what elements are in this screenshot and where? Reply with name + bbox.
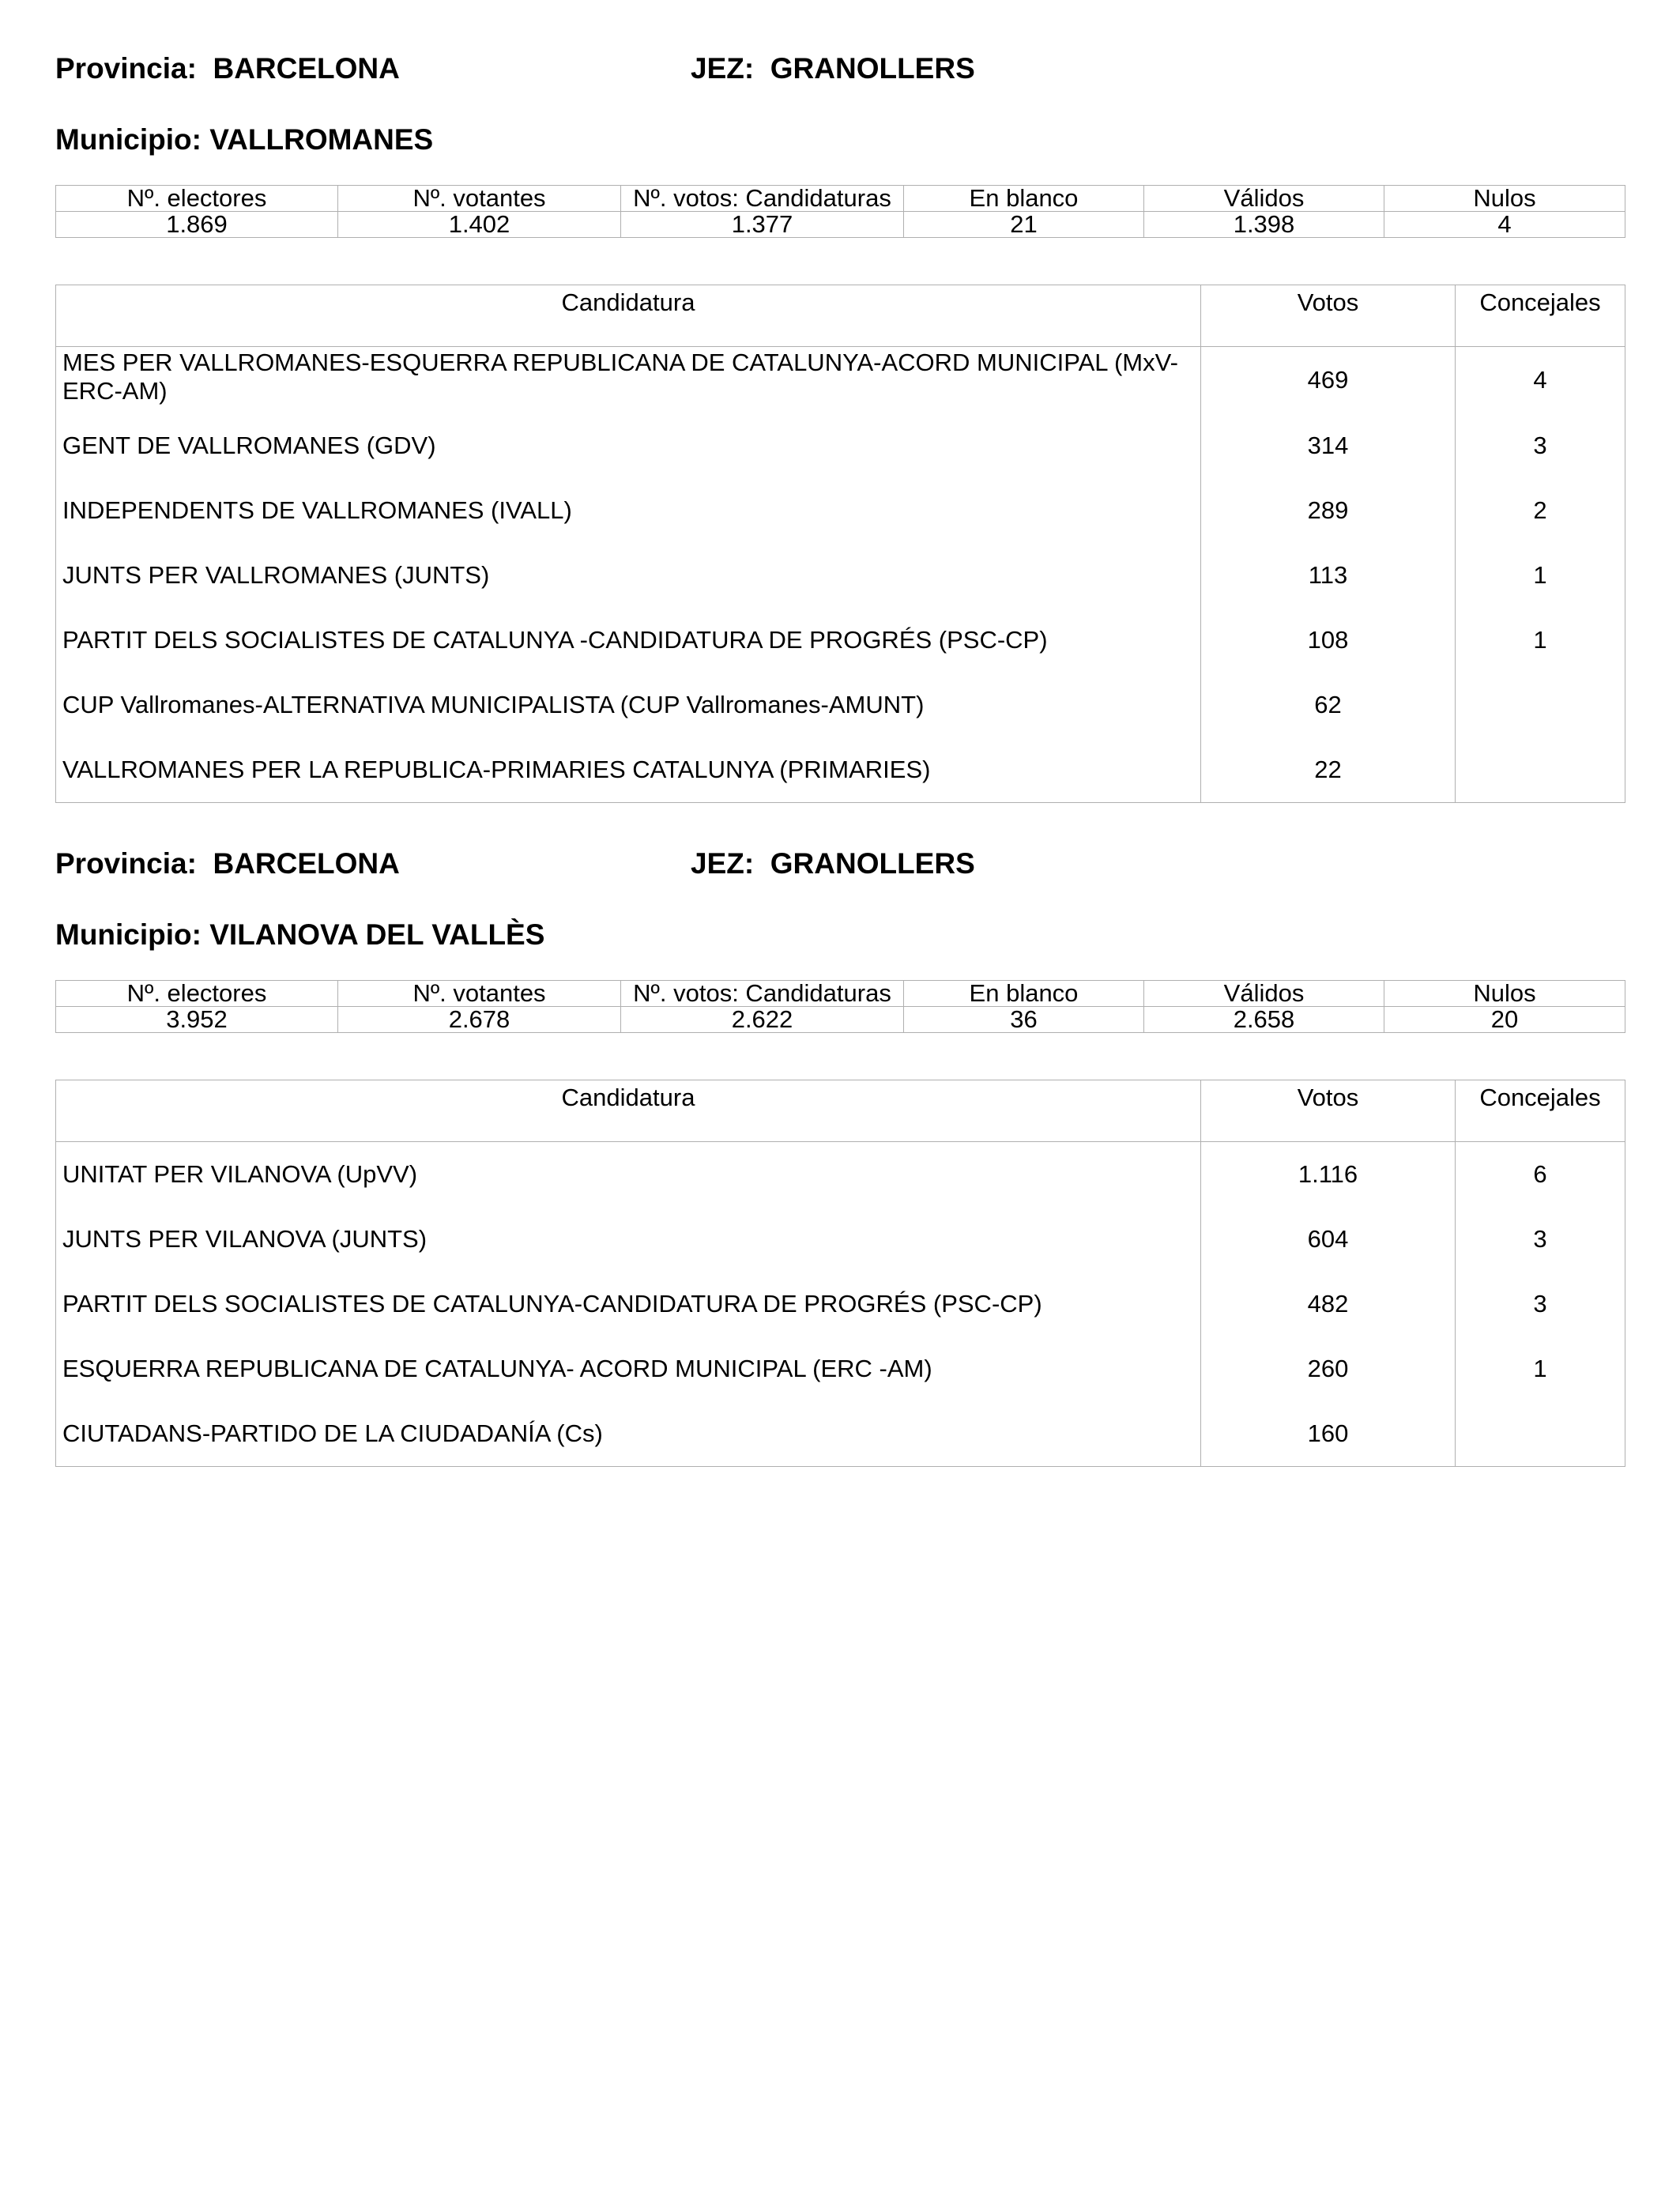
- summary-value-cell: 2.658: [1144, 1007, 1384, 1033]
- summary-header-cell: Nº. votantes: [338, 981, 621, 1007]
- concejales-header: Concejales: [1456, 1080, 1625, 1142]
- concejales-cell: 2: [1456, 478, 1625, 543]
- concejales-cell: 4: [1456, 347, 1625, 414]
- summary-header-cell: Nº. electores: [56, 186, 338, 212]
- summary-header-cell: Nulos: [1384, 186, 1625, 212]
- concejales-header: Concejales: [1456, 285, 1625, 347]
- jez-label: JEZ:: [691, 52, 755, 85]
- votos-cell: 289: [1201, 478, 1456, 543]
- summary-value-cell: 2.622: [621, 1007, 904, 1033]
- concejales-cell: [1456, 673, 1625, 737]
- municipio-heading: [55, 125, 433, 154]
- summary-header-cell: Nº. votos: Candidaturas: [621, 981, 904, 1007]
- candidatura-cell: VALLROMANES PER LA REPUBLICA-PRIMARIES CATALUNYA (PRIMARIES): [56, 737, 1201, 803]
- votos-cell: 604: [1201, 1207, 1456, 1272]
- table-row: [56, 737, 1625, 803]
- candidatura-cell: CUP Vallromanes-ALTERNATIVA MUNICIPALISTA (CUP Vallromanes-AMUNT): [56, 673, 1201, 737]
- concejales-cell: [1456, 737, 1625, 803]
- votos-header: Votos: [1201, 285, 1456, 347]
- summary-value-cell: 1.402: [338, 212, 621, 238]
- concejales-cell: 3: [1456, 1207, 1625, 1272]
- votos-header: Votos: [1201, 1080, 1456, 1142]
- candidatura-cell: INDEPENDENTS DE VALLROMANES (IVALL): [56, 478, 1201, 543]
- summary-header-cell: Nº. electores: [56, 981, 338, 1007]
- results-header-row: [56, 285, 1625, 347]
- summary-table: [55, 980, 1625, 1033]
- municipio-value: VALLROMANES: [209, 123, 434, 156]
- municipio-value: VILANOVA DEL VALLÈS: [209, 918, 545, 951]
- votos-cell: 1.116: [1201, 1142, 1456, 1208]
- summary-value-cell: 3.952: [56, 1007, 338, 1033]
- summary-value-cell: 1.398: [1144, 212, 1384, 238]
- summary-header-cell: Válidos: [1144, 186, 1384, 212]
- votos-cell: 62: [1201, 673, 1456, 737]
- jez-label: JEZ:: [691, 847, 755, 880]
- municipio-label: Municipio:: [55, 123, 202, 156]
- votos-cell: 108: [1201, 608, 1456, 673]
- candidatura-cell: GENT DE VALLROMANES (GDV): [56, 413, 1201, 478]
- candidatura-cell: JUNTS PER VILANOVA (JUNTS): [56, 1207, 1201, 1272]
- summary-value-cell: 36: [904, 1007, 1144, 1033]
- summary-value-cell: 2.678: [338, 1007, 621, 1033]
- summary-header-row: [56, 981, 1625, 1007]
- table-row: [56, 347, 1625, 414]
- summary-header-cell: Válidos: [1144, 981, 1384, 1007]
- summary-header-cell: Nº. votantes: [338, 186, 621, 212]
- table-row: [56, 478, 1625, 543]
- concejales-cell: [1456, 1401, 1625, 1467]
- jez-value: GRANOLLERS: [770, 847, 975, 880]
- summary-header-cell: En blanco: [904, 981, 1144, 1007]
- concejales-cell: 6: [1456, 1142, 1625, 1208]
- votos-cell: 113: [1201, 543, 1456, 608]
- summary-table: [55, 185, 1625, 238]
- votos-cell: 260: [1201, 1336, 1456, 1401]
- results-header-row: [56, 1080, 1625, 1142]
- municipio-label: Municipio:: [55, 918, 202, 951]
- table-row: [56, 608, 1625, 673]
- candidatura-cell: MES PER VALLROMANES-ESQUERRA REPUBLICANA DE CATALUNYA-ACORD MUNICIPAL (MxV-ERC-AM): [56, 347, 1201, 414]
- candidatura-cell: UNITAT PER VILANOVA (UpVV): [56, 1142, 1201, 1208]
- provincia-value: BARCELONA: [213, 52, 400, 85]
- summary-value-cell: 1.869: [56, 212, 338, 238]
- summary-header-cell: Nº. votos: Candidaturas: [621, 186, 904, 212]
- candidatura-header: Candidatura: [56, 285, 1201, 347]
- summary-value-cell: 21: [904, 212, 1144, 238]
- provincia-value: BARCELONA: [213, 847, 400, 880]
- jez-heading: [691, 54, 975, 83]
- concejales-cell: 1: [1456, 543, 1625, 608]
- summary-value-cell: 4: [1384, 212, 1625, 238]
- summary-value-cell: 20: [1384, 1007, 1625, 1033]
- candidatura-header: Candidatura: [56, 1080, 1201, 1142]
- table-row: [56, 1142, 1625, 1208]
- table-row: [56, 543, 1625, 608]
- results-table: [55, 285, 1625, 803]
- votos-cell: 160: [1201, 1401, 1456, 1467]
- votos-cell: 482: [1201, 1272, 1456, 1336]
- table-row: [56, 1336, 1625, 1401]
- votos-cell: 314: [1201, 413, 1456, 478]
- candidatura-cell: CIUTADANS-PARTIDO DE LA CIUDADANÍA (Cs): [56, 1401, 1201, 1467]
- table-row: [56, 1207, 1625, 1272]
- concejales-cell: 1: [1456, 1336, 1625, 1401]
- jez-heading: [691, 849, 975, 878]
- concejales-cell: 3: [1456, 1272, 1625, 1336]
- concejales-cell: 1: [1456, 608, 1625, 673]
- table-row: [56, 1272, 1625, 1336]
- candidatura-cell: PARTIT DELS SOCIALISTES DE CATALUNYA -CANDIDATURA DE PROGRÉS (PSC-CP): [56, 608, 1201, 673]
- summary-value-row: [56, 212, 1625, 238]
- municipio-heading: [55, 920, 544, 949]
- jez-value: GRANOLLERS: [770, 52, 975, 85]
- provincia-heading: [55, 849, 400, 878]
- summary-header-cell: Nulos: [1384, 981, 1625, 1007]
- table-row: [56, 1401, 1625, 1467]
- candidatura-cell: ESQUERRA REPUBLICANA DE CATALUNYA- ACORD MUNICIPAL (ERC -AM): [56, 1336, 1201, 1401]
- concejales-cell: 3: [1456, 413, 1625, 478]
- votos-cell: 469: [1201, 347, 1456, 414]
- summary-header-row: [56, 186, 1625, 212]
- summary-header-cell: En blanco: [904, 186, 1144, 212]
- table-row: [56, 673, 1625, 737]
- results-table: [55, 1080, 1625, 1467]
- provincia-label: Provincia:: [55, 847, 197, 880]
- summary-value-row: [56, 1007, 1625, 1033]
- candidatura-cell: PARTIT DELS SOCIALISTES DE CATALUNYA-CANDIDATURA DE PROGRÉS (PSC-CP): [56, 1272, 1201, 1336]
- votos-cell: 22: [1201, 737, 1456, 803]
- table-row: [56, 413, 1625, 478]
- provincia-label: Provincia:: [55, 52, 197, 85]
- candidatura-cell: JUNTS PER VALLROMANES (JUNTS): [56, 543, 1201, 608]
- provincia-heading: [55, 54, 400, 83]
- summary-value-cell: 1.377: [621, 212, 904, 238]
